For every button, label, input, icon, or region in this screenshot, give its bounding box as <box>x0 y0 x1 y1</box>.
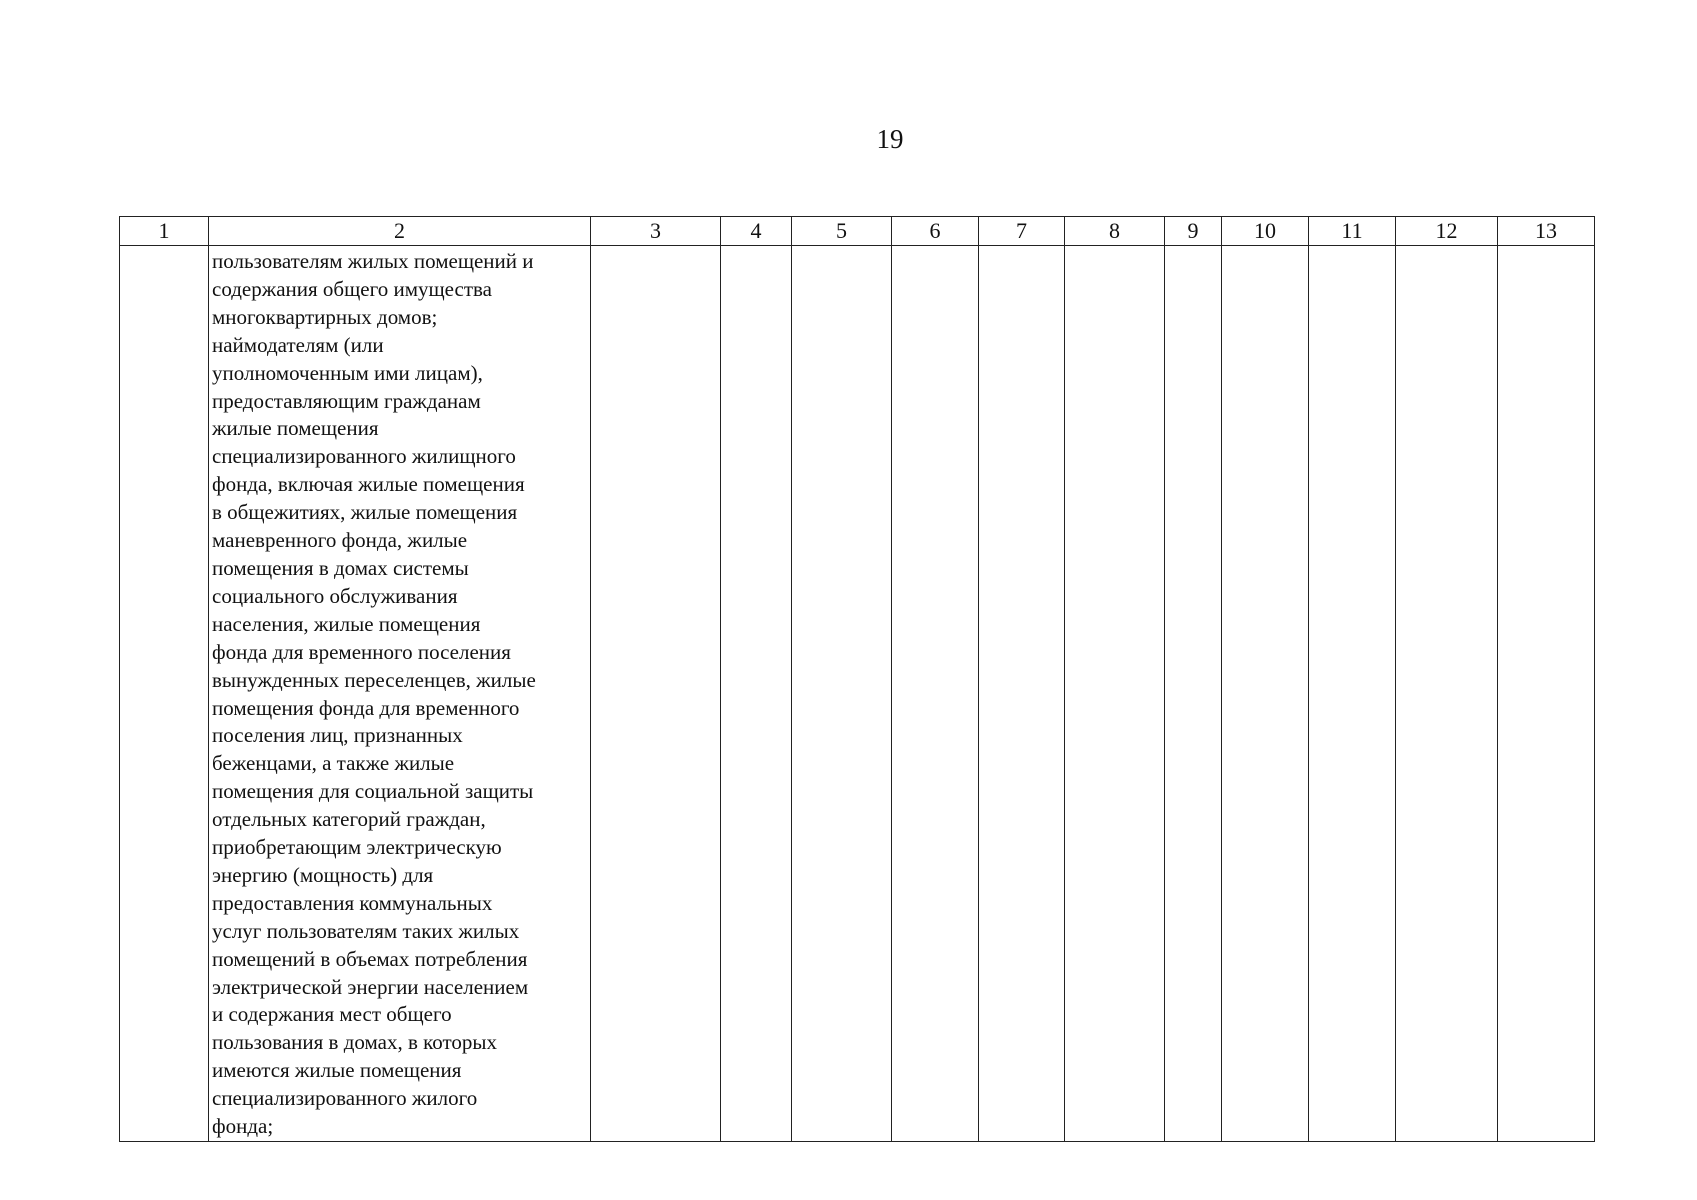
text-line: уполномоченным ими лицам), <box>212 360 483 385</box>
text-line: энергию (мощность) для <box>212 862 434 887</box>
column-header-2: 2 <box>209 217 591 246</box>
cell-col-3 <box>591 246 721 1142</box>
column-header-3: 3 <box>591 217 721 246</box>
table-row <box>120 246 1595 1142</box>
text-line: и содержания мест общего <box>212 1002 452 1027</box>
text-line: поселения лиц, признанных <box>212 723 463 748</box>
text-line: содержания общего имущества <box>212 276 492 301</box>
text-line: помещений в объемах потребления <box>212 946 528 971</box>
column-header-13: 13 <box>1498 217 1595 246</box>
cell-col-10 <box>1222 246 1309 1142</box>
cell-col-2-text <box>209 246 590 1141</box>
table-header-row <box>120 217 1595 246</box>
column-header-11: 11 <box>1309 217 1396 246</box>
column-header-12: 12 <box>1396 217 1498 246</box>
text-line: многоквартирных домов; <box>212 304 438 329</box>
data-table <box>119 216 1595 1142</box>
column-header-1: 1 <box>120 217 209 246</box>
page-number: 19 <box>876 124 904 154</box>
column-header-4: 4 <box>721 217 792 246</box>
column-header-9: 9 <box>1165 217 1222 246</box>
cell-col-5 <box>792 246 892 1142</box>
cell-col-9 <box>1165 246 1222 1142</box>
cell-col-2 <box>209 246 591 1142</box>
column-header-5: 5 <box>792 217 892 246</box>
text-line: имеются жилые помещения <box>212 1058 462 1083</box>
text-line: специализированного жилищного <box>212 444 516 469</box>
column-header-10: 10 <box>1222 217 1309 246</box>
cell-col-6 <box>892 246 979 1142</box>
text-line: приобретающим электрическую <box>212 835 502 860</box>
cell-col-4 <box>721 246 792 1142</box>
column-header-8: 8 <box>1065 217 1165 246</box>
cell-col-7 <box>979 246 1065 1142</box>
text-line: вынужденных переселенцев, жилые <box>212 667 536 692</box>
text-line: предоставляющим гражданам <box>212 388 481 413</box>
text-line: специализированного жилого <box>212 1086 478 1111</box>
text-line: беженцами, а также жилые <box>212 751 455 776</box>
text-line: фонда, включая жилые помещения <box>212 472 525 497</box>
text-line: фонда; <box>212 1114 274 1139</box>
text-line: наймодателям (или <box>212 332 384 357</box>
text-line: отдельных категорий граждан, <box>212 807 486 832</box>
column-header-7: 7 <box>979 217 1065 246</box>
text-line: помещения для социальной защиты <box>212 779 534 804</box>
text-line: социального обслуживания <box>212 583 458 608</box>
cell-col-1 <box>120 246 209 1142</box>
text-line: фонда для временного поселения <box>212 639 511 664</box>
column-header-6: 6 <box>892 217 979 246</box>
text-line: населения, жилые помещения <box>212 611 481 636</box>
cell-col-13 <box>1498 246 1595 1142</box>
text-line: в общежитиях, жилые помещения <box>212 500 518 525</box>
text-line: маневренного фонда, жилые <box>212 528 468 553</box>
text-line: предоставления коммунальных <box>212 890 493 915</box>
cell-col-12 <box>1396 246 1498 1142</box>
text-line: помещения в домах системы <box>212 555 469 580</box>
cell-col-8 <box>1065 246 1165 1142</box>
text-line: помещения фонда для временного <box>212 695 520 720</box>
text-line: электрической энергии населением <box>212 974 529 999</box>
text-line: услуг пользователям таких жилых <box>212 918 520 943</box>
text-line: пользователям жилых помещений и <box>212 249 534 273</box>
cell-col-11 <box>1309 246 1396 1142</box>
text-line: пользования в домах, в которых <box>212 1030 497 1055</box>
text-line: жилые помещения <box>212 416 379 441</box>
